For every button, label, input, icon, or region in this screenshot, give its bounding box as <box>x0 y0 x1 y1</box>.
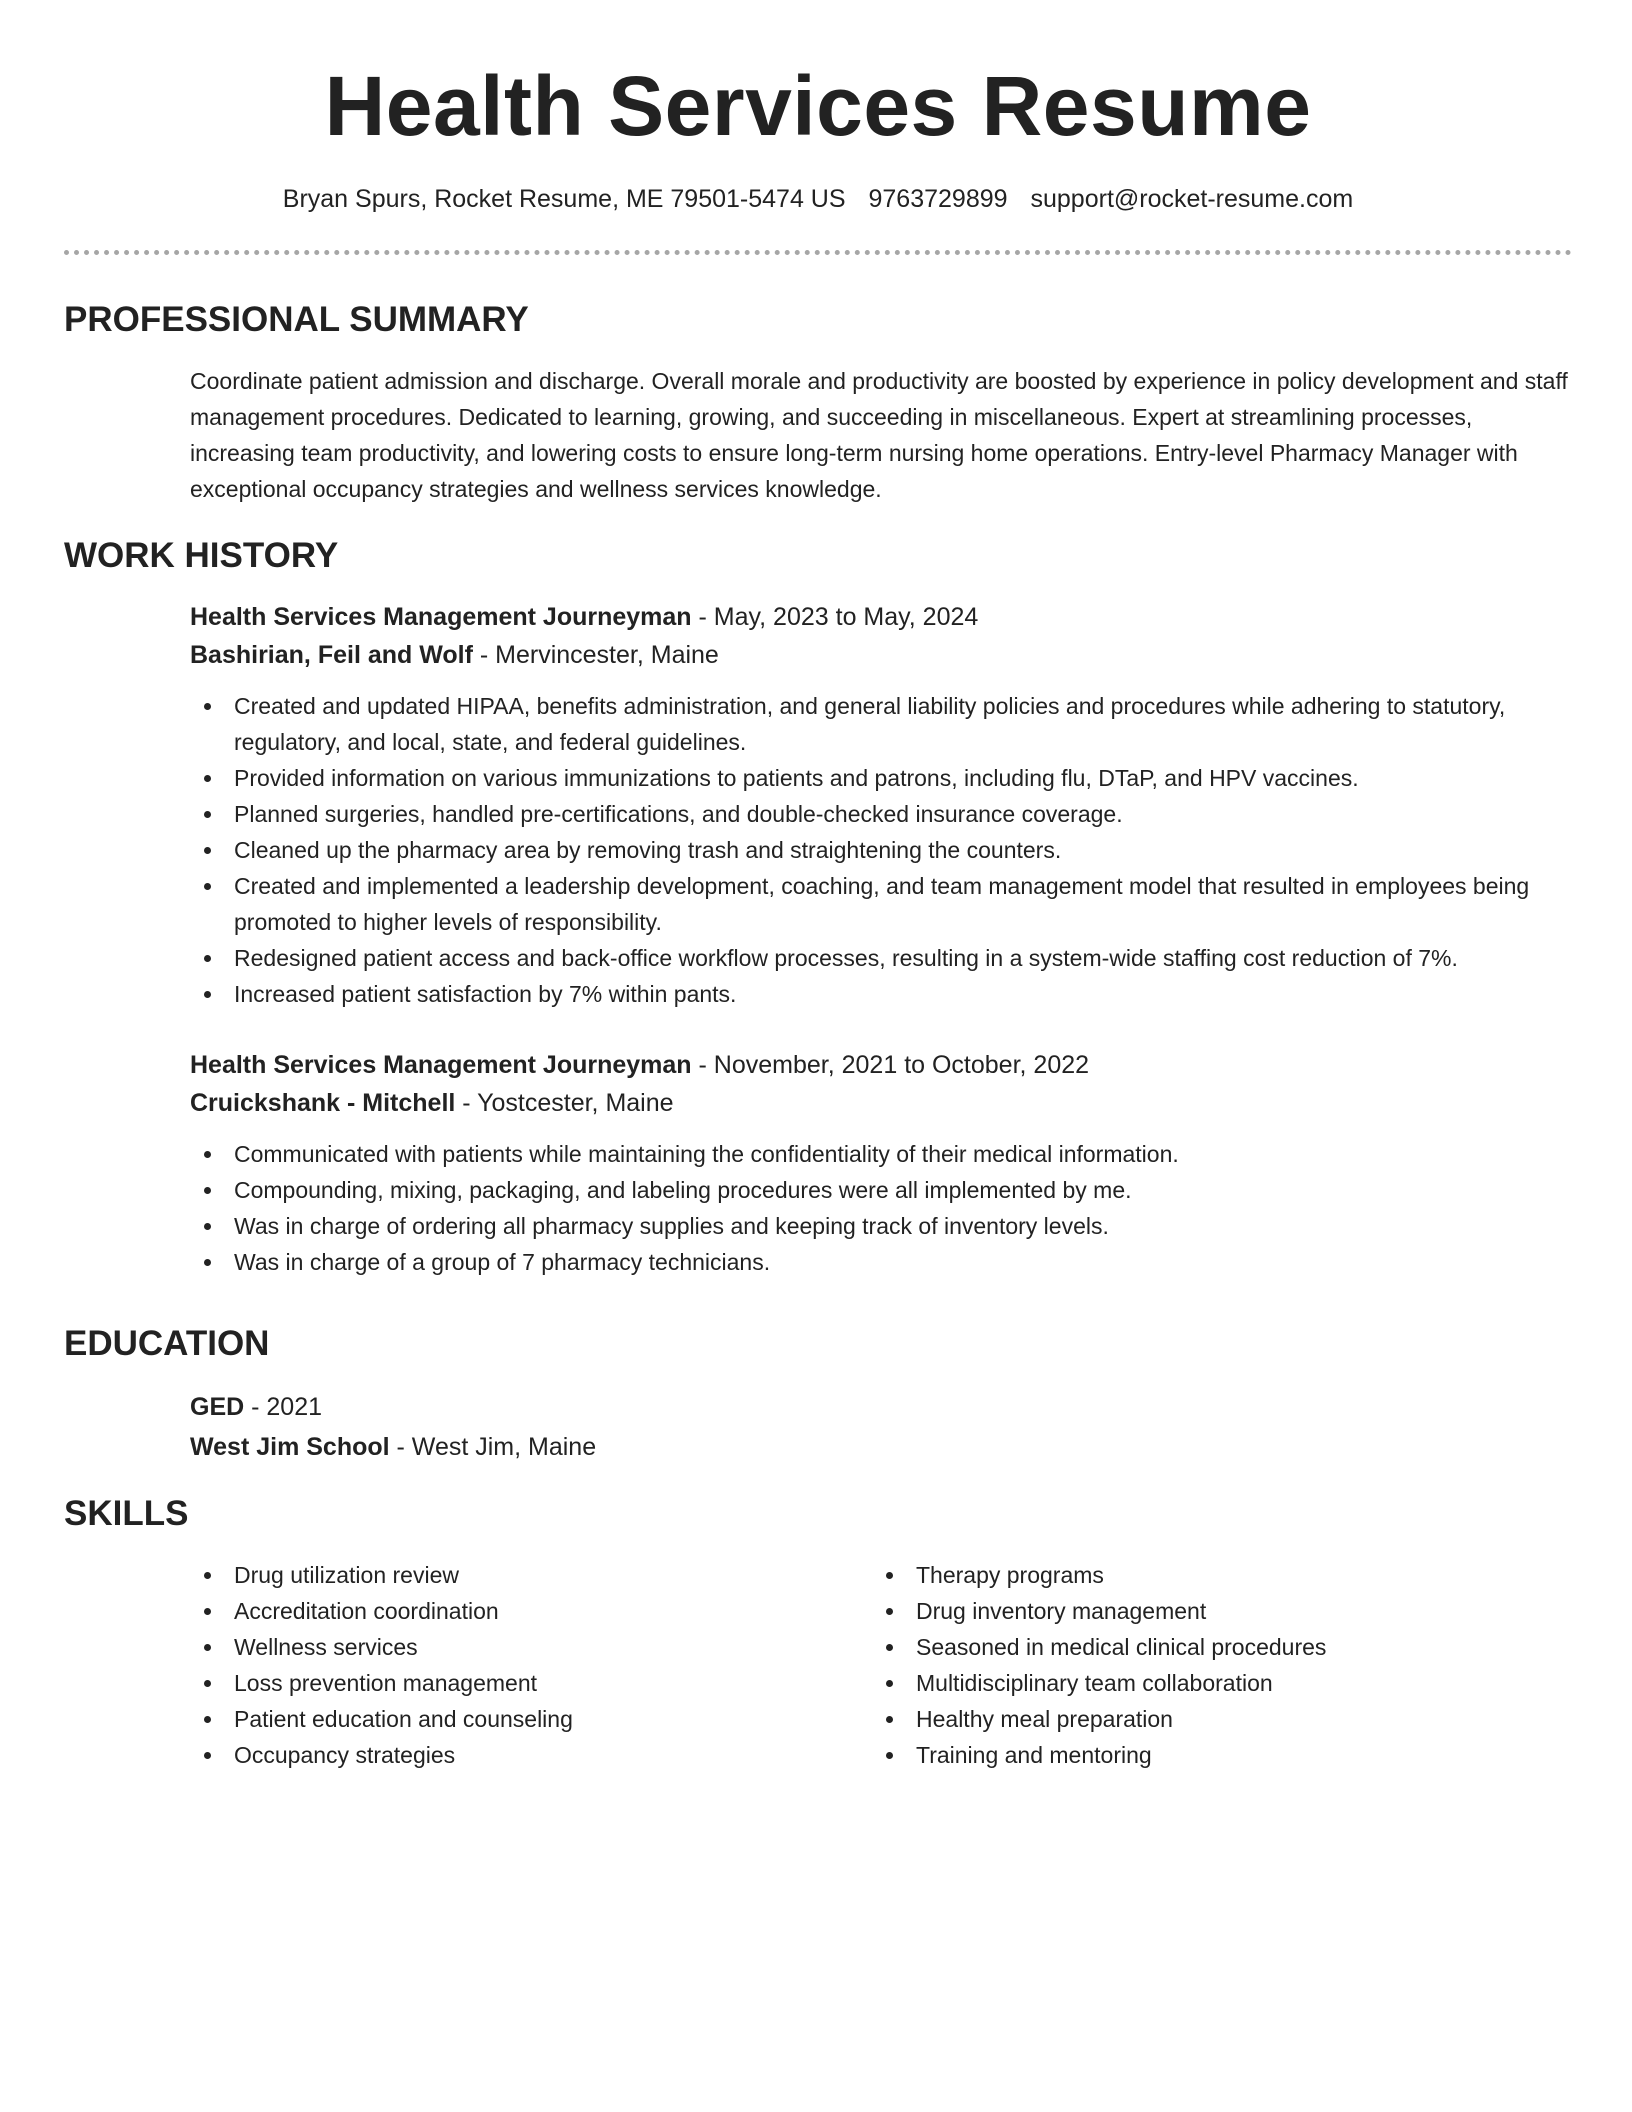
contact-line <box>64 183 1572 215</box>
job-title-line <box>190 1046 1572 1084</box>
skill-item: Loss prevention management <box>190 1665 872 1701</box>
job-location: - Mervincester, Maine <box>472 641 719 669</box>
list-item: Provided information on various immunizations to patients and patrons, including flu, DTaP, and HPV vaccines. <box>190 760 1572 796</box>
skill-item: Patient education and counseling <box>190 1701 872 1737</box>
school-line <box>190 1427 1572 1467</box>
school-name: West Jim School <box>190 1433 390 1461</box>
job-dates: - May, 2023 to May, 2024 <box>691 603 979 631</box>
list-item: Compounding, mixing, packaging, and labeling procedures were all implemented by me. <box>190 1172 1572 1208</box>
contact-address: Bryan Spurs, Rocket Resume, ME 79501-5474 US <box>282 185 846 213</box>
contact-phone: 9763729899 <box>868 185 1008 213</box>
skill-item: Occupancy strategies <box>190 1737 872 1773</box>
job-title: Health Services Management Journeyman <box>190 1051 692 1079</box>
job-title: Health Services Management Journeyman <box>190 603 692 631</box>
list-item: Planned surgeries, handled pre-certifications, and double-checked insurance coverage. <box>190 796 1572 832</box>
list-item: Created and implemented a leadership development, coaching, and team management model that resulted in employees being promoted to higher levels of responsibility. <box>190 868 1572 940</box>
job-duties-list <box>190 688 1572 1012</box>
degree-line <box>190 1387 1572 1427</box>
school-location: - West Jim, Maine <box>389 1433 597 1461</box>
skill-item: Healthy meal preparation <box>872 1701 1554 1737</box>
list-item: Was in charge of ordering all pharmacy supplies and keeping track of inventory levels. <box>190 1208 1572 1244</box>
skill-item: Therapy programs <box>872 1557 1554 1593</box>
list-item: Redesigned patient access and back-office workflow processes, resulting in a system-wide staffing cost reduction of 7%. <box>190 940 1572 976</box>
job-company-line <box>190 1084 1572 1122</box>
skill-item: Drug utilization review <box>190 1557 872 1593</box>
list-item: Created and updated HIPAA, benefits administration, and general liability policies and procedures while adhering to statutory, regulatory, and local, state, and federal guidelines. <box>190 688 1572 760</box>
list-item: Communicated with patients while maintaining the confidentiality of their medical information. <box>190 1136 1572 1172</box>
skill-item: Multidisciplinary team collaboration <box>872 1665 1554 1701</box>
resume-page <box>64 0 1572 2112</box>
list-item: Cleaned up the pharmacy area by removing trash and straightening the counters. <box>190 832 1572 868</box>
skill-item: Training and mentoring <box>872 1737 1554 1773</box>
degree-year: - 2021 <box>244 1393 323 1421</box>
contact-email: support@rocket-resume.com <box>1030 185 1354 213</box>
job-dates: - November, 2021 to October, 2022 <box>691 1051 1090 1079</box>
job-entry-2 <box>190 1046 1572 1280</box>
skills-heading: SKILLS <box>64 1494 189 1533</box>
skill-item: Wellness services <box>190 1629 872 1665</box>
skill-item: Seasoned in medical clinical procedures <box>872 1629 1554 1665</box>
summary-heading: PROFESSIONAL SUMMARY <box>64 300 529 339</box>
job-company: Cruickshank - Mitchell <box>190 1089 456 1117</box>
job-company-line <box>190 636 1572 674</box>
skills-list-left <box>190 1557 872 1773</box>
skills-columns <box>190 1557 1572 1773</box>
resume-title: Health Services Resume <box>324 59 1312 153</box>
degree: GED <box>190 1393 245 1421</box>
education-entry <box>190 1387 1572 1467</box>
job-company: Bashirian, Feil and Wolf <box>190 641 473 669</box>
education-heading: EDUCATION <box>64 1324 270 1363</box>
header-divider <box>64 250 1572 255</box>
skill-item: Accreditation coordination <box>190 1593 872 1629</box>
job-duties-list <box>190 1136 1572 1280</box>
list-item: Was in charge of a group of 7 pharmacy technicians. <box>190 1244 1572 1280</box>
job-entry-1 <box>190 598 1572 1012</box>
list-item: Increased patient satisfaction by 7% within pants. <box>190 976 1572 1012</box>
work-history-heading: WORK HISTORY <box>64 536 339 575</box>
skills-list-right <box>872 1557 1554 1773</box>
skill-item: Drug inventory management <box>872 1593 1554 1629</box>
job-title-line <box>190 598 1572 636</box>
summary-text: Coordinate patient admission and discharge. Overall morale and productivity are boosted by experience in policy development and staff management procedures. Dedicated to learning, growing, and succeeding in miscellaneous. Expert at streamlining processes, increasing team productivity, and lowering costs to ensure long-term nursing home operations. Entry-level Pharmacy Manager with exceptional occupancy strategies and wellness services knowledge. <box>190 368 1568 502</box>
job-location: - Yostcester, Maine <box>455 1089 674 1117</box>
